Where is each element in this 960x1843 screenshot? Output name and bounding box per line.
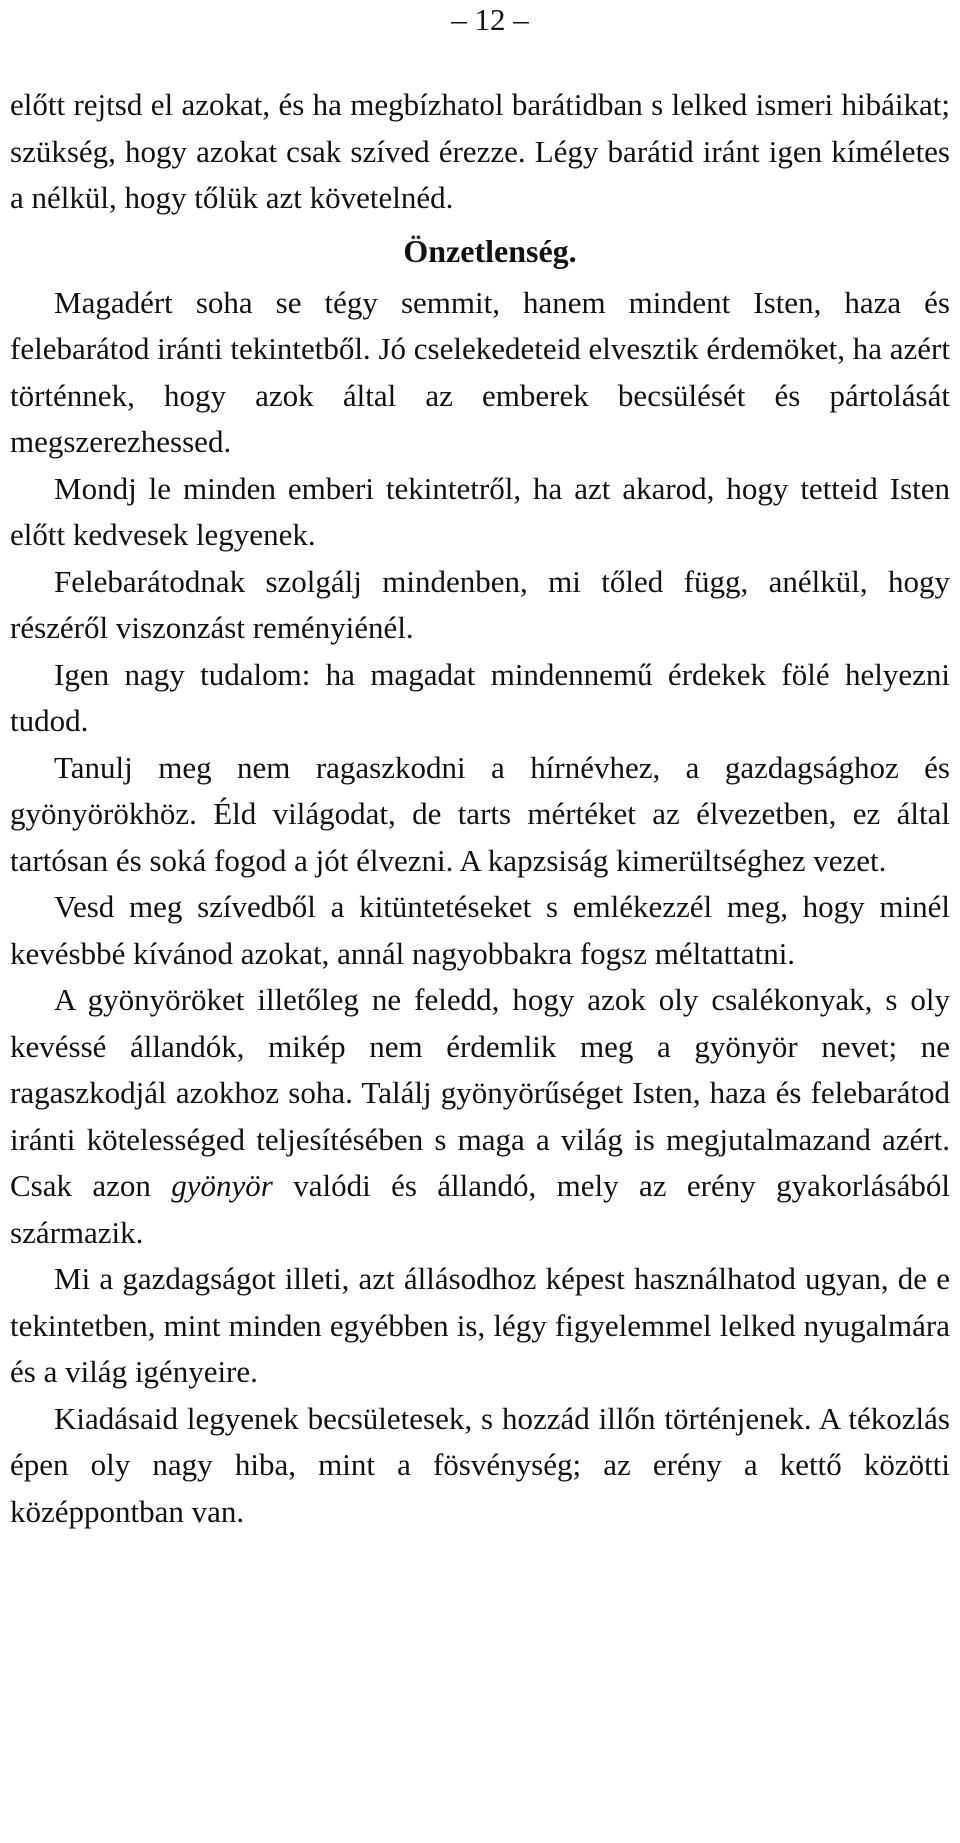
paragraph: Vesd meg szívedből a kitüntetéseket s emlékezzél meg, hogy minél kevésbbé kívánod azokat, annál nagyobbakra fogsz méltattatni. (10, 889, 950, 971)
paragraph: Igen nagy tudalom: ha magadat mindennemű érdekek fölé helyezni tudod. (10, 656, 950, 738)
book-page (10, 0, 950, 1535)
section-heading: Önzetlenség. (403, 232, 577, 269)
paragraph: Tanulj meg nem ragaszkodni a hírnévhez, a gazdagsághoz és gyönyörökhöz. Éld világodat, de tarts mértéket az élvezetben, ez által tartósan és soká fogod a jót élvezni. A kapzsiság kimerültséghez vezet. (10, 749, 950, 878)
paragraph: Magadért soha se tégy semmit, hanem mindent Isten, haza és felebarátod iránti tekintetből. Jó cselekedeteid elvesztik érdemöket, ha azért történnek, hogy azok által az emberek becsülését és pártolását megszerezhessed. (10, 284, 950, 459)
paragraph-text: A gyönyöröket illetőleg ne feledd, hogy azok oly csalékonyak, s oly kevéssé állandók, mikép nem érdemlik meg a gyönyör nevet; ne ragaszkodjál azokhoz soha. Találj gyönyörűséget Isten, haza és felebarátod iránti kötelességed teljesítésében s maga a világ is megjutalmazand azért. Csak azon (10, 982, 950, 1203)
paragraph: Mondj le minden emberi tekintetről, ha azt akarod, hogy tetteid Isten előtt kedvesek legyenek. (10, 470, 950, 552)
paragraph: Kiadásaid legyenek becsületesek, s hozzád illőn történjenek. A tékozlás épen oly nagy hiba, mint a fösvénység; az erény a kettő közötti középpontban van. (10, 1400, 950, 1529)
page-body (10, 82, 950, 1535)
paragraph: Felebarátodnak szolgálj mindenben, mi tőled függ, anélkül, hogy részéről viszonzást reményiénél. (10, 563, 950, 645)
paragraph: Mi a gazdagságot illeti, azt állásodhoz képest használhatod ugyan, de e tekintetben, mint minden egyébben is, légy figyelemmel lelked nyugalmára és a világ igényeire. (10, 1261, 950, 1389)
page-number: – 12 – (451, 2, 529, 37)
emphasized-word: gyönyör (171, 1168, 273, 1203)
paragraph-continuation: előtt rejtsd el azokat, és ha megbízhatol barátidban s lelked ismeri hibáikat; szükség, hogy azokat csak szíved érezze. Légy barátid iránt igen kíméletes a nélkül, hogy tőlük azt követelnéd. (10, 87, 950, 215)
paragraph-text: valódi és állandó, mely az erény gyakorlásából származik. (10, 1168, 950, 1250)
paragraph (10, 977, 950, 1256)
